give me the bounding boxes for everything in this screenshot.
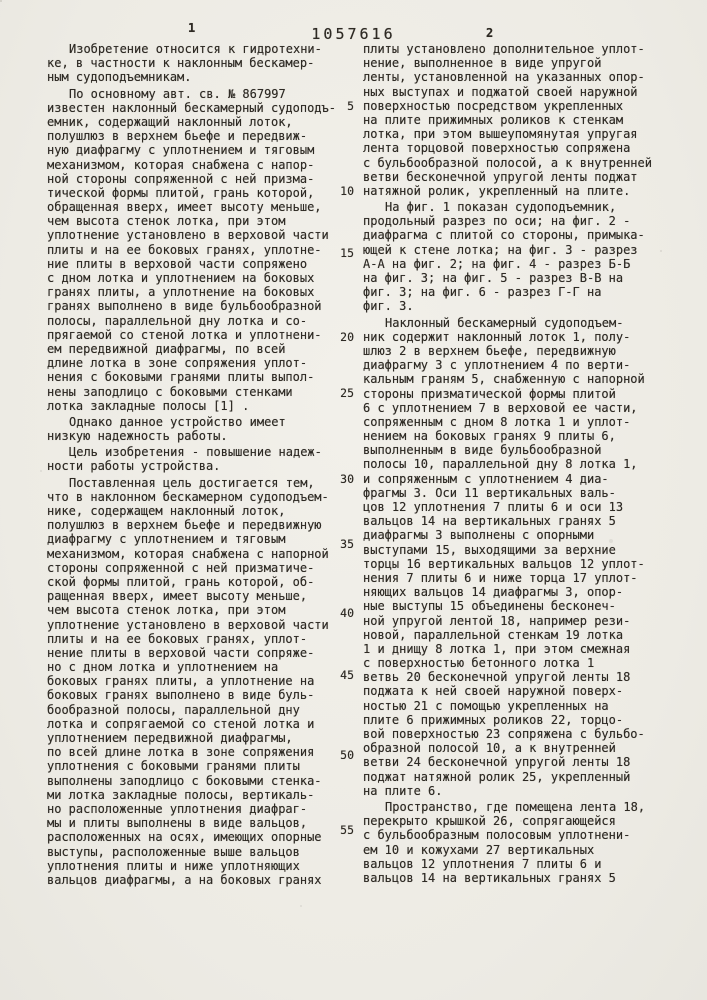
patent-number: 1057616 (311, 25, 396, 43)
text-line: боковых гранях плиты, а уплотнение на (47, 674, 315, 689)
text-line: и сопряженным с уплотнением 4 диа- (363, 471, 609, 486)
text-line: плите 6 прижимных роликов 22, торцо- (363, 712, 624, 727)
text-line: бообразной полосы, параллельной дну (47, 702, 300, 717)
text-line: ной упругой лентой 18, например рези- (363, 613, 631, 628)
text-line: механизмом, которая снабжена с напорной (47, 546, 329, 561)
paragraph (363, 42, 669, 198)
text-line: фиг. 3. (363, 299, 414, 314)
text-line: 1 и днищу 8 лотка 1, при этом смежная (363, 641, 631, 656)
text-line: плиты и на ее боковых гранях, уплот- (47, 631, 308, 646)
text-line: образной полосой 10, а к внутренней (363, 741, 616, 756)
text-line: ветви бесконечной упругой ленты поджат (363, 169, 638, 184)
text-line: вой поверхностью 23 сопряжена с бульбо- (363, 727, 645, 741)
text-line: вальцов 12 уплотнения 7 плиты 6 и (363, 856, 602, 871)
text-line: нения с боковыми гранями плиты выпол- (47, 370, 315, 385)
paragraph (47, 445, 343, 473)
text-line: ращенная вверх, имеет высоту меньше, (47, 589, 308, 604)
text-line: уплотнение установлено в верховой части (47, 228, 329, 243)
text-line: лотка, при этом вышеупомянутая упругая (363, 127, 638, 142)
text-line: диафрагмы 3 выполнены с опорными (363, 528, 595, 543)
text-line: уплотнением передвижной диафрагмы, (47, 731, 293, 745)
text-line: расположенных на осях, имеющих опорные (47, 830, 322, 845)
text-line: По основному авт. св. № 867997 (69, 86, 286, 101)
text-line: кальным граням 5, снабженную с напорной (363, 372, 645, 387)
text-line: но с дном лотка и уплотнением на (47, 660, 279, 675)
text-line: плиты и на ее боковых гранях, уплотне- (47, 242, 322, 257)
text-line: ных выступах и поджатой своей наружной (363, 84, 638, 99)
line-number: 25 (340, 386, 354, 400)
text-line: ем 10 и кожухами 27 вертикальных (363, 842, 595, 857)
text-line: емник, содержащий наклонный лоток, (47, 114, 293, 129)
text-line: продольный разрез по оси; на фиг. 2 - (363, 214, 631, 229)
text-line: уплотнение установлено в верховой части (47, 617, 329, 632)
line-number: 55 (340, 823, 354, 837)
text-line: Цель изобретения - повышение надеж- (69, 445, 322, 460)
text-line: уплотнения плиты и ниже уплотняющих (47, 858, 300, 873)
text-line: торцы 16 вертикальных вальцов 12 уплот- (363, 556, 645, 571)
text-line: что в наклонном бескамерном судоподъем- (47, 489, 329, 504)
text-line: 6 с уплотнением 7 в верховой ее части, (363, 400, 638, 415)
text-line: диафрагму с уплотнением и тяговым (47, 532, 286, 547)
text-line: полушлюз в верхнем бьефе и передвижную (47, 518, 322, 533)
text-line: диафрагма с плитой со стороны, примыка- (363, 228, 645, 243)
text-line: ской формы плитой, грань которой, об- (47, 574, 315, 589)
text-line: нение плиты в верховой части сопряже- (47, 645, 315, 660)
text-line: поджата к ней своей наружной поверх- (363, 684, 624, 699)
text-line: лотка и сопрягаемой со стеной лотка и (47, 716, 315, 731)
line-number: 30 (340, 472, 354, 486)
text-line: перекрыто крышкой 26, сопрягающейся (363, 814, 616, 829)
paragraph (363, 800, 669, 885)
paragraph (363, 316, 669, 798)
text-line: цов 12 уплотнения 7 плиты 6 и оси 13 (363, 500, 624, 514)
text-line: выступы, расположенные выше вальцов (47, 844, 300, 859)
text-line: ностью 21 с помощью укрепленных на (363, 698, 609, 713)
text-line: сопряженным с дном 8 лотка 1 и уплот- (363, 414, 631, 429)
text-line: диафрагму 3 с уплотнением 4 по верти- (363, 358, 631, 373)
text-line: нение, выполненное в виде упругой (363, 56, 602, 71)
text-line: вальцов 14 на вертикальных гранях 5 (363, 870, 616, 885)
column-right (363, 42, 669, 885)
text-line: известен наклонный бескамерный судоподъ- (47, 100, 336, 115)
text-line: ние плиты в верховой части сопряжено (47, 256, 308, 271)
text-line: Изобретение относится к гидротехни- (69, 42, 322, 56)
paragraph (363, 200, 669, 314)
line-number: 10 (340, 184, 354, 198)
text-line: полушлюз в верхнем бьефе и передвиж- (47, 129, 308, 144)
text-line: вальцов 14 на вертикальных гранях 5 (363, 514, 616, 529)
text-line: фрагмы 3. Оси 11 вертикальных валь- (363, 485, 616, 500)
text-line: Наклонный бескамерный судоподъем- (385, 315, 624, 330)
text-line: ющей к стене лотка; на фиг. 3 - разрез (363, 242, 638, 257)
text-line: поверхностью посредством укрепленных (363, 98, 624, 113)
text-line: На фиг. 1 показан судоподъемник, (385, 200, 617, 215)
text-line: поджат натяжной ролик 25, укрепленный (363, 769, 631, 784)
paragraph (47, 87, 343, 413)
line-number: 40 (340, 606, 354, 620)
line-number: 50 (340, 748, 354, 762)
text-line: стороны сопряженной с ней призматиче- (47, 560, 315, 575)
text-line: ным судоподъемникам. (47, 70, 192, 85)
text-line: Поставленная цель достигается тем, (69, 475, 315, 490)
text-line: с дном лотка и уплотнением на боковых (47, 271, 315, 285)
text-line: но расположенные уплотнения диафраг- (47, 801, 308, 816)
right-column-number: 2 (486, 26, 495, 40)
text-line: нения 7 плиты 6 и ниже торца 17 уплот- (363, 570, 638, 585)
text-line: лотка закладные полосы [1] . (47, 398, 250, 413)
text-line: Пространство, где помещена лента 18, (385, 799, 646, 814)
text-line: чем высота стенок лотка, при этом (47, 603, 286, 618)
text-line: ми лотка закладные полосы, вертикаль- (47, 787, 315, 802)
text-line: выступами 15, выходящими за верхние (363, 542, 616, 557)
text-line: нены заподлицо с боковыми стенками (47, 384, 293, 399)
text-line: на фиг. 3; на фиг. 5 - разрез В-В на (363, 271, 624, 285)
text-line: плиты установлено дополнительное уплот- (363, 42, 645, 56)
text-line: по всей длине лотка в зоне сопряжения (47, 745, 315, 760)
line-number: 35 (340, 537, 354, 551)
paragraph (47, 42, 343, 85)
text-line: на плите 6. (363, 783, 443, 798)
text-line: ленты, установленной на указанных опор- (363, 70, 645, 85)
text-line: полосы 10, параллельной дну 8 лотка 1, (363, 457, 638, 472)
text-line: ную диафрагму с уплотнением и тяговым (47, 143, 315, 158)
text-line: выполненным в виде бульбообразной (363, 443, 602, 458)
text-line: Однако данное устройство имеет (69, 414, 286, 429)
text-line: боковых гранях выполнено в виде буль- (47, 688, 315, 703)
text-line: низкую надежность работы. (47, 429, 228, 444)
text-line: чем высота стенок лотка, при этом (47, 214, 286, 229)
line-number: 15 (340, 246, 354, 260)
line-number: 45 (340, 668, 354, 682)
text-line: механизмом, которая снабжена с напор- (47, 157, 315, 172)
text-line: А-А на фиг. 2; на фиг. 4 - разрез Б-Б (363, 256, 631, 271)
column-left (47, 42, 343, 887)
text-line: вальцов диафрагмы, а на боковых гранях (47, 872, 322, 887)
text-line: стороны призматической формы плитой (363, 386, 616, 401)
paragraph (47, 476, 343, 887)
text-line: натяжной ролик, укрепленный на плите. (363, 183, 631, 198)
text-line: ке, в частности к наклонным бескамер- (47, 56, 315, 71)
text-line: ные выступы 15 объединены бесконеч- (363, 599, 616, 614)
text-line: полосы, параллельной дну лотка и со- (47, 313, 308, 328)
text-line: нением на боковых гранях 9 плиты 6, (363, 429, 616, 444)
text-line: мы и плиты выполнены в виде вальцов, (47, 816, 308, 831)
text-line: прягаемой со стеной лотка и уплотнени- (47, 327, 322, 342)
paragraph (47, 415, 343, 443)
text-line: длине лотка в зоне сопряжения уплот- (47, 356, 308, 371)
text-line: ности работы устройства. (47, 459, 221, 474)
text-line: лента торцовой поверхностью сопряжена (363, 141, 631, 156)
text-line: ветвь 20 бесконечной упругой ленты 18 (363, 670, 631, 685)
text-line: гранях плиты, а уплотнение на боковых (47, 285, 315, 300)
text-line: новой, параллельной стенкам 19 лотка (363, 627, 624, 642)
text-line: ной стороны сопряженной с ней призма- (47, 171, 315, 186)
text-line: обращенная вверх, имеет высоту меньше, (47, 200, 322, 215)
text-line: ем передвижной диафрагмы, по всей (47, 341, 286, 356)
text-line: тической формы плитой, грань которой, (47, 185, 315, 200)
line-number: 5 (347, 99, 354, 113)
text-line: с поверхностью бетонного лотка 1 (363, 656, 595, 671)
text-line: няющих вальцов 14 диафрагмы 3, опор- (363, 585, 624, 600)
text-line: с бульбообразной полосой, а к внутренней (363, 155, 652, 170)
text-line: ник содержит наклонный лоток 1, полу- (363, 329, 631, 344)
text-line: нике, содержащем наклонный лоток, (47, 504, 286, 518)
text-line: на плите прижимных роликов к стенкам (363, 112, 624, 127)
text-line: гранях выполнено в виде бульбообразной (47, 299, 322, 314)
text-line: шлюз 2 в верхнем бьефе, передвижную (363, 343, 616, 358)
text-line: уплотнения с боковыми гранями плиты (47, 759, 300, 774)
text-line: ветви 24 бесконечной упругой ленты 18 (363, 755, 631, 770)
text-line: выполнены заподлицо с боковыми стенка- (47, 773, 322, 788)
line-number: 20 (340, 330, 354, 344)
left-column-number: 1 (188, 21, 197, 35)
text-line: фиг. 3; на фиг. 6 - разрез Г-Г на (363, 285, 602, 300)
text-line: с бульбообразным полосовым уплотнени- (363, 828, 631, 843)
